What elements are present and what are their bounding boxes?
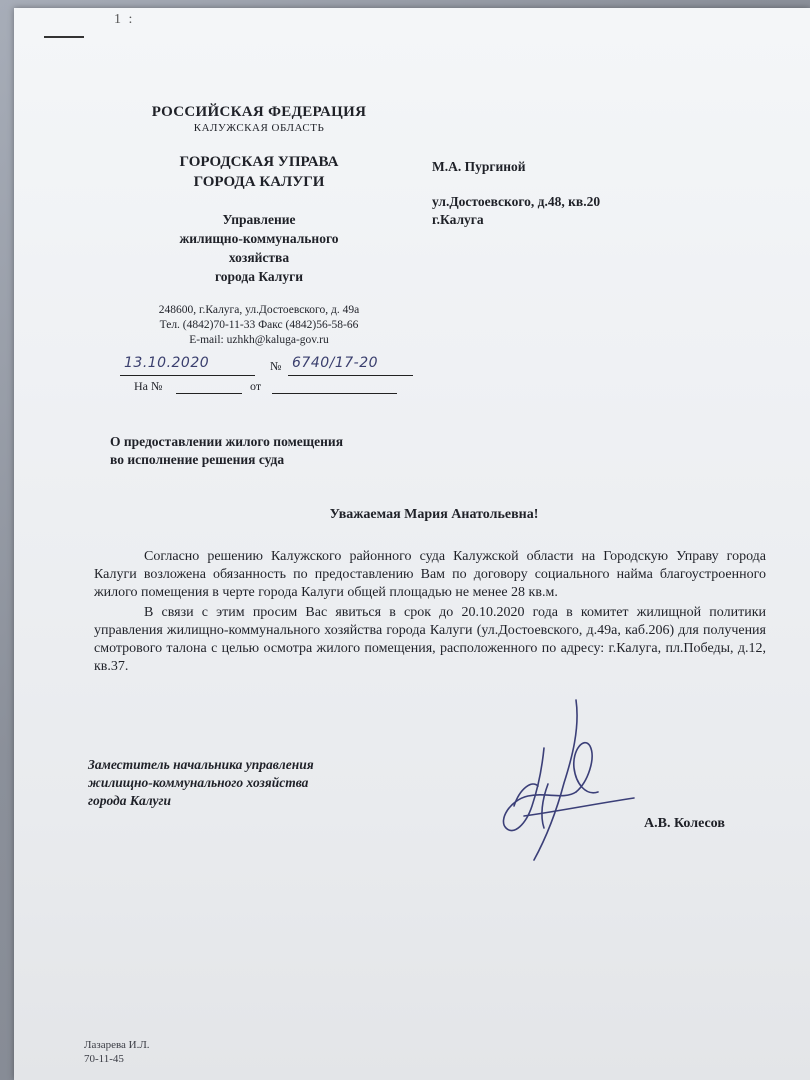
- sender-address: 248600, г.Калуга, ул.Достоевского, д. 49а: [158, 304, 360, 316]
- reply-to-label: На №: [134, 379, 163, 393]
- signer-name: А.В. Колесов: [644, 816, 725, 831]
- letter-page: [14, 8, 810, 1080]
- department-name: [114, 210, 404, 286]
- recipient-name: М.А. Пургиной: [432, 159, 526, 174]
- recipient-block: [432, 158, 600, 229]
- body-paragraph: В связи с этим просим Вас явиться в срок до 20.10.2020 года в комитет жилищной политики управления жилищно-коммунального хозяйства города Калуги (ул.Достоевского, д.49а, каб.206) для получения смотрового талона с целью осмотра жилого помещения, расположенного по адресу: г.Калуга, пл.Победы, д.12, кв.37.: [94, 605, 766, 674]
- sender-email: E-mail: uzhkh@kaluga-gov.ru: [189, 334, 329, 346]
- number-underline: [288, 375, 413, 376]
- handwritten-signature: [484, 688, 644, 868]
- executor-info: [84, 1038, 150, 1066]
- signer-title: [88, 756, 408, 810]
- department-line: Управление: [222, 212, 296, 227]
- city-admin-line: ГОРОДА КАЛУГИ: [193, 174, 325, 190]
- subject-line: [110, 433, 430, 469]
- sender-phones: Тел. (4842)70-11-33 Факс (4842)56-58-66: [159, 319, 359, 331]
- department-line: хозяйства: [228, 250, 290, 265]
- date-underline: [120, 375, 255, 376]
- registration-date: 13.10.2020: [124, 355, 210, 371]
- number-sign: №: [270, 359, 282, 373]
- sender-block: [114, 104, 404, 348]
- city-admin-line: ГОРОДСКАЯ УПРАВА: [179, 154, 339, 170]
- salutation: Уважаемая Мария Анатольевна!: [329, 507, 539, 522]
- region-name: КАЛУЖСКАЯ ОБЛАСТЬ: [193, 122, 325, 134]
- signer-title-line: Заместитель начальника управления: [88, 757, 314, 772]
- margin-scribble: 1 :: [114, 12, 135, 27]
- recipient-street: ул.Достоевского, д.48, кв.20: [432, 194, 601, 209]
- executor-name: Лазарева И.Л.: [84, 1039, 150, 1051]
- country-name: РОССИЙСКАЯ ФЕДЕРАЦИЯ: [151, 104, 367, 120]
- signer-title-line: города Калуги: [88, 793, 172, 808]
- signer-title-line: жилищно-коммунального хозяйства: [88, 775, 309, 790]
- reply-number-blank: [176, 393, 242, 394]
- contact-info: [114, 303, 404, 348]
- body-paragraph: Согласно решению Калужского районного суда Калужской области на Городскую Управу города Калуги возложена обязанность по предоставлению Вам по договору социального найма благоустроенного жилого помещения в черте города Калуги общей площадью не менее 28 кв.м.: [94, 549, 766, 600]
- reply-date-blank: [272, 393, 397, 394]
- recipient-city: г.Калуга: [432, 212, 484, 227]
- city-admin-name: [114, 152, 404, 192]
- subject-text: во исполнение решения суда: [110, 452, 285, 467]
- registration-block: [112, 353, 422, 401]
- subject-text: О предоставлении жилого помещения: [110, 434, 344, 449]
- registration-number: 6740/17-20: [292, 355, 379, 371]
- executor-phone: 70-11-45: [84, 1053, 124, 1065]
- from-label: от: [250, 379, 262, 393]
- letter-body: [94, 548, 766, 676]
- department-line: города Калуги: [214, 269, 304, 284]
- department-line: жилищно-коммунального: [179, 231, 339, 246]
- margin-mark: [44, 36, 84, 38]
